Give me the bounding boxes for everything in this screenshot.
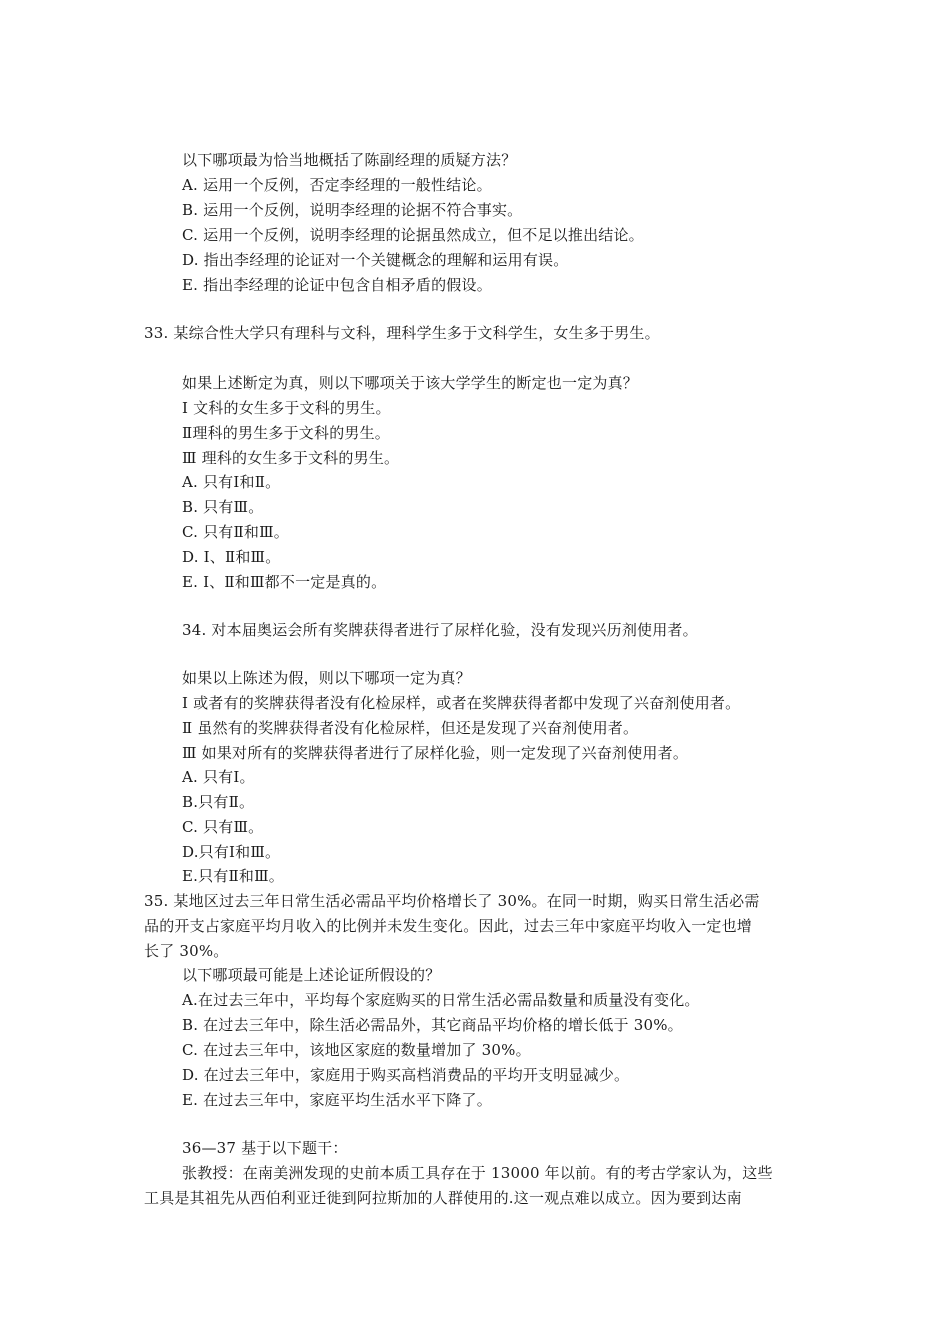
q34-statement-2: Ⅱ 虽然有的奖牌获得者没有化检尿样，但还是发现了兴奋剂使用者。 <box>182 719 639 737</box>
q35-option-d: D. 在过去三年中，家庭用于购买高档消费品的平均开支明显减少。 <box>182 1066 630 1084</box>
q35-title-line-1: 35. 某地区过去三年日常生活必需品平均价格增长了 30%。在同一时期，购买日常生活必需 <box>144 892 760 910</box>
q34-option-b: B.只有Ⅱ。 <box>182 793 255 811</box>
q32-option-a: A. 运用一个反例，否定李经理的一般性结论。 <box>182 176 492 194</box>
q35-option-c: C. 在过去三年中，该地区家庭的数量增加了 30%。 <box>182 1041 531 1059</box>
q36-37-header: 36—37 基于以下题干： <box>182 1139 348 1157</box>
q34-option-a: A. 只有Ⅰ。 <box>182 768 255 786</box>
q33-statement-1: Ⅰ 文科的女生多于文科的男生。 <box>182 399 391 417</box>
q34-statement-3: Ⅲ 如果对所有的奖牌获得者进行了尿样化验，则一定发现了兴奋剂使用者。 <box>182 744 689 762</box>
q33-option-d: D. Ⅰ、Ⅱ和Ⅲ。 <box>182 548 281 566</box>
q33-stem: 如果上述断定为真，则以下哪项关于该大学学生的断定也一定为真？ <box>182 374 639 392</box>
q35-option-a: A.在过去三年中，平均每个家庭购买的日常生活必需品数量和质量没有变化。 <box>182 991 700 1009</box>
q33-statement-3: Ⅲ 理科的女生多于文科的男生。 <box>182 449 400 467</box>
q34-statement-1: Ⅰ 或者有的奖牌获得者没有化检尿样，或者在奖牌获得者都中发现了兴奋剂使用者。 <box>182 694 741 712</box>
q32-stem: 以下哪项最为恰当地概括了陈副经理的质疑方法？ <box>182 151 517 169</box>
q36-37-passage-line-2: 工具是其祖先从西伯利亚迁徙到阿拉斯加的人群使用的.这一观点难以成立。因为要到达南 <box>144 1189 742 1207</box>
q35-stem: 以下哪项最可能是上述论证所假设的？ <box>182 966 441 984</box>
q35-title-line-2: 品的开支占家庭平均月收入的比例并未发生变化。因此，过去三年中家庭平均收入一定也增 <box>144 917 753 935</box>
q34-title: 34. 对本届奥运会所有奖牌获得者进行了尿样化验，没有发现兴历剂使用者。 <box>182 621 698 639</box>
q35-option-b: B. 在过去三年中，除生活必需品外，其它商品平均价格的增长低于 30%。 <box>182 1016 683 1034</box>
q35-option-e: E. 在过去三年中，家庭平均生活水平下降了。 <box>182 1091 492 1109</box>
q35-title-line-3: 长了 30%。 <box>144 942 229 960</box>
q34-option-c: C. 只有Ⅲ。 <box>182 818 264 836</box>
q32-option-b: B. 运用一个反例，说明李经理的论据不符合事实。 <box>182 201 523 219</box>
q33-statement-2: Ⅱ理科的男生多于文科的男生。 <box>182 424 390 442</box>
q33-option-c: C. 只有Ⅱ和Ⅲ。 <box>182 523 289 541</box>
q32-option-e: E. 指出李经理的论证中包含自相矛盾的假设。 <box>182 276 492 294</box>
q36-37-passage-line-1: 张教授：在南美洲发现的史前本质工具存在于 13000 年以前。有的考古学家认为，这些 <box>182 1164 773 1182</box>
q33-option-a: A. 只有Ⅰ和Ⅱ。 <box>182 473 281 491</box>
q32-option-d: D. 指出李经理的论证对一个关键概念的理解和运用有误。 <box>182 251 569 269</box>
q34-option-e: E.只有Ⅱ和Ⅲ。 <box>182 867 284 885</box>
q34-option-d: D.只有Ⅰ和Ⅲ。 <box>182 843 281 861</box>
q34-stem: 如果以上陈述为假，则以下哪项一定为真？ <box>182 669 471 687</box>
q33-title: 33. 某综合性大学只有理科与文科，理科学生多于文科学生，女生多于男生。 <box>144 324 660 342</box>
q32-option-c: C. 运用一个反例，说明李经理的论据虽然成立，但不足以推出结论。 <box>182 226 644 244</box>
q33-option-e: E. Ⅰ、Ⅱ和Ⅲ都不一定是真的。 <box>182 573 387 591</box>
q33-option-b: B. 只有Ⅲ。 <box>182 498 264 516</box>
